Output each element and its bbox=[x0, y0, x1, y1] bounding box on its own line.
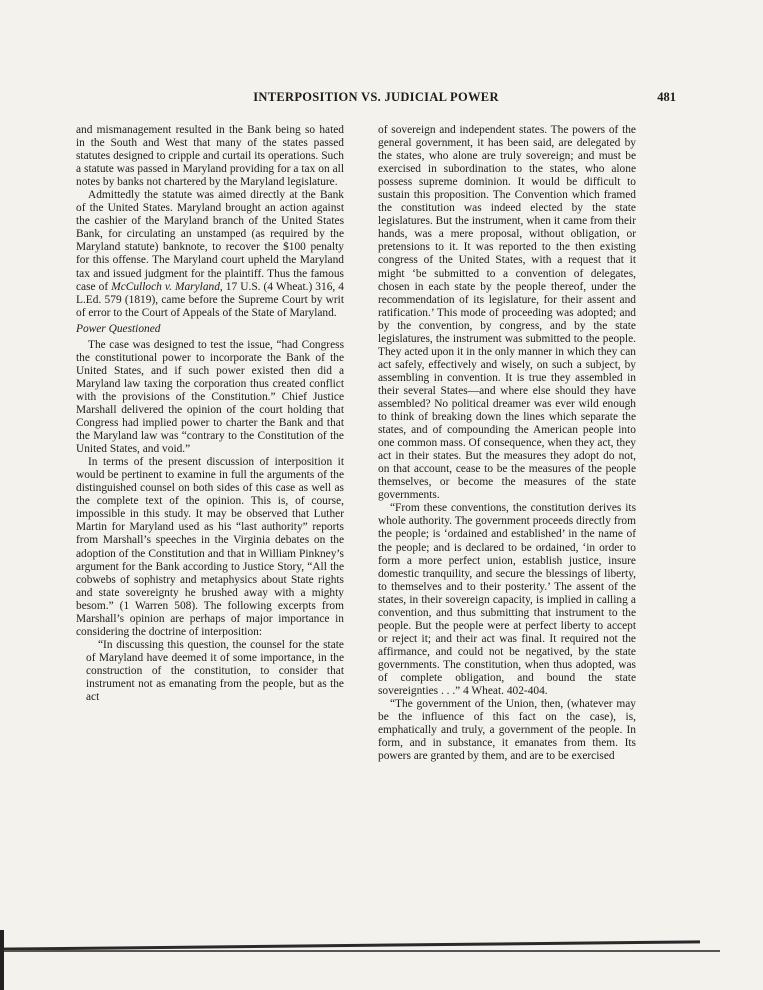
left-column bbox=[76, 124, 344, 704]
running-head: INTERPOSITION VS. JUDICIAL POWER bbox=[253, 90, 499, 104]
case-citation: McCulloch v. Maryland bbox=[111, 280, 220, 293]
page-header bbox=[76, 90, 676, 106]
left-paragraph-2 bbox=[76, 189, 344, 319]
right-paragraph-2: “From these conventions, the constitution derives its whole authority. The government proceeds directly from the people; is ‘ordained and established’ in the name of the people; and is declared to be ordained, ‘in order to form a more perfect union, establish justice, insure domestic tranquility, and secure the blessings of liberty, to themselves and to their posterity.’ The assent of the states, in their sovereign capacity, is implied in calling a convention, and thus submitting that instrument to the people. But the people were at perfect liberty to accept or reject it; and their act was final. It required not the affirmance, and could not be negatived, by the state governments. The constitution, when thus adopted, was of complete obligation, and bound the state sovereignties . . .” 4 Wheat. 402-404. bbox=[378, 502, 636, 698]
right-paragraph-1: of sovereign and independent states. The powers of the general government, it has been said, are delegated by the states, who alone are truly sovereign; and must be exercised in subordination to the states, who alone possess supreme dominion. It would be difficult to sustain this proposition. The Convention which framed the constitution was indeed elected by the state legislatures. But the instrument, when it came from their hands, was a mere proposal, without obligation, or pretensions to it. It was reported to the then existing congress of the United States, with a request that it might ‘be submitted to a convention of delegates, chosen in each state by the people thereof, under the recommendation of its legislature, for their assent and ratification.’ This mode of proceeding was adopted; and by the convention, by congress, and by the state legislatures, the instrument was submitted to the people. They acted upon it in the only manner in which they can act safely, effectively and wisely, on such a subject, by assembling in convention. It is true they assembled in their several States—and where else should they have assembled? No political dreamer was ever wild enough to think of breaking down the lines which separate the states, and of compounding the American people into one common mass. Of consequence, when they act, they act in their states. But the measures they adopt do not, on that account, cease to be the measures of the people themselves, or become the measures of the state governments. bbox=[378, 124, 636, 502]
left-paragraph-3: The case was designed to test the issue, “had Congress the constitutional power to incorporate the Bank of the United States, and if such power existed then did a Maryland law taxing the corporation thus created conflict with the provisions of the Constitution.” Chief Justice Marshall delivered the opinion of the court holding that Congress had implied power to charter the Bank and that the Maryland law was “contrary to the Constitution of the United States, and void.” bbox=[76, 338, 344, 456]
page-edge-mark bbox=[0, 930, 4, 990]
section-heading: Power Questioned bbox=[76, 322, 161, 335]
left-paragraph-2-b: , 17 U.S. (4 Wheat.) 316, 4 L.Ed. 579 (1819), came before the Supreme Court by writ of error to the Court of Appeals of the State of Maryland. bbox=[76, 280, 344, 319]
page-number: 481 bbox=[657, 90, 676, 104]
right-paragraph-3: “The government of the Union, then, (whatever may be the influence of this fact on the case), is, emphatically and truly, a government of the people. In form, and in substance, it emanates from them. Its powers are granted by them, and are to be exercised bbox=[378, 698, 636, 763]
left-paragraph-2-a: Admittedly the statute was aimed directly at the Bank of the United States. Maryland brought an action against the cashier of the Maryland branch of the United States Bank, for circulating an unstamped (as required by the Maryland statute) banknote, to recover the $100 penalty for this offense. The Maryland court upheld the Maryland tax and issued judgment for the plaintiff. Thus the famous case of bbox=[76, 189, 344, 293]
left-paragraph-1: and mismanagement resulted in the Bank being so hated in the South and West that many of the states passed statutes designed to cripple and curtail its operations. Such a statute was passed in Maryland providing for a tax on all notes by banks not chartered by the Maryland legislature. bbox=[76, 124, 344, 189]
left-quote: “In discussing this question, the counsel for the state of Maryland have deemed it of some importance, in the construction of the constitution, to consider that instrument not as emanating from the people, but as the act bbox=[86, 638, 344, 704]
left-paragraph-4: In terms of the present discussion of interposition it would be pertinent to examine in full the arguments of the distinguished counsel on both sides of this case as well as the complete text of the opinion. This is, of course, impossible in this study. It may be observed that Luther Martin for Maryland used as his “last authority” reports from Marshall’s speeches in the Virginia debates on the adoption of the Constitution and that in William Pinkney’s argument for the Bank according to Justice Story, “All the cobwebs of sophistry and metaphysics about State rights and state sovereignty he brushed away with a mighty besom.” (1 Warren 508). The following excerpts from Marshall’s opinion are perhaps of major importance in considering the doctrine of interposition: bbox=[76, 456, 344, 638]
footer-rule-secondary bbox=[0, 950, 720, 952]
right-column bbox=[378, 124, 636, 763]
